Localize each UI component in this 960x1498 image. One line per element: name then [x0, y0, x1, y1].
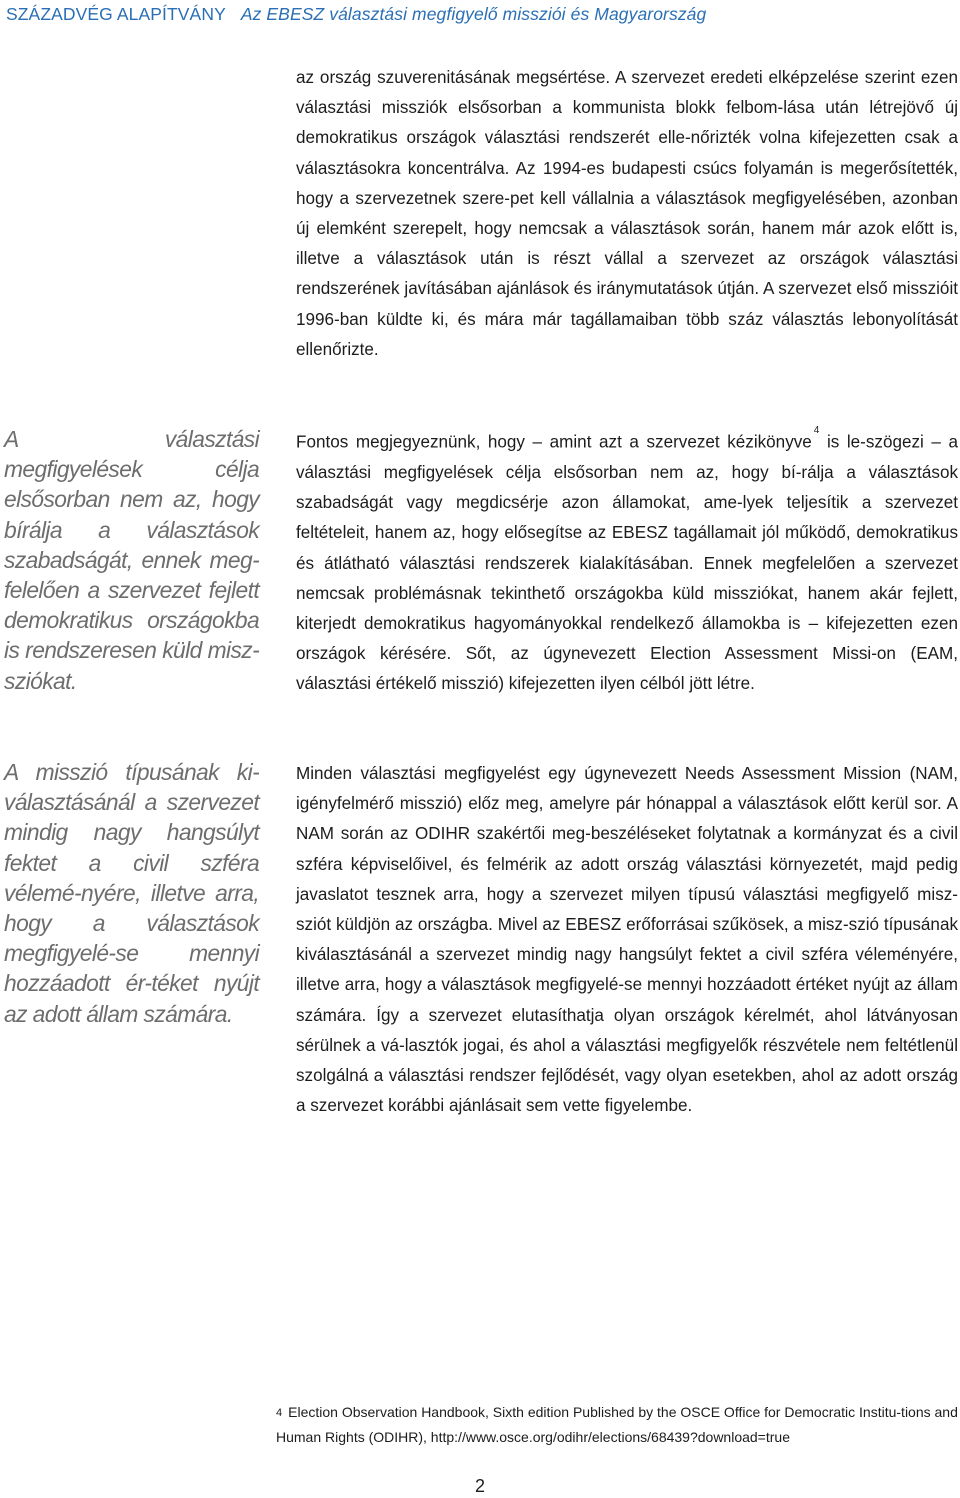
running-head-series: Az EBESZ választási megfigyelő missziói és Magyarország [240, 4, 707, 24]
pull-quote: A választási megfigyelések célja elsősorban nem az, hogy bírálja a választások szabadságát, ennek meg-felelően a szervezet fejlett demokratikus országokba is rendszeresen küld misz-sziókat. [4, 426, 260, 694]
pull-quote: A misszió típusának ki-választásánál a szervezet mindig nagy hangsúlyt fektet a civil szféra vélemé-nyére, illetve arra, hogy a választások megfigyelé-se mennyi hozzáadott ér-téket nyújt az adott állam számára. [4, 759, 260, 1027]
running-head [6, 4, 954, 25]
body-paragraph: az ország szuverenitásának megsértése. A szervezet eredeti elképzelése szerint ezen választási missziók elsősorban a kommunista blokk felbom-lása után létrejövő új demokratikus országok választási rendszerét elle-nőrizték volna kifejezetten csak a választásokra koncentrálva. Az 1994-es budapesti csúcs folyamán is megerősítették, hogy a szervezetnek szere-pet kell vállalnia a választások megfigyelésében, azonban új elemként szerepelt, hogy nemcsak a választások során, hanem már azok előtt is, illetve a választások után is részt vállal a szervezet az országok választási rendszerének javításában ajánlások és iránymutatások útján. A szervezet első misszióit 1996-ban küldte ki, és mára már tagállamaiban több száz választás lebonyolítását ellenőrizte. [296, 68, 958, 359]
running-head-org: SZÁZADVÉG ALAPÍTVÁNY [6, 4, 226, 24]
footnote-number: 4 [276, 1407, 283, 1419]
footnote-reference[interactable]: 4 [813, 425, 820, 436]
page-number: 2 [474, 1476, 485, 1496]
footnote-text: Election Observation Handbook, Sixth edition Published by the OSCE Office for Democratic Institu-tions and Human Rights (ODIHR), http://www.osce.org/odihr/elections/68439?download=true [276, 1404, 958, 1445]
footnote [276, 1401, 960, 1448]
paragraph-text: Fontos megjegyeznünk, hogy – amint azt a szervezet kézikönyve [296, 432, 812, 452]
footnote-divider [270, 1385, 958, 1386]
body-paragraph [296, 424, 958, 700]
body-paragraph: Minden választási megfigyelést egy úgynevezett Needs Assessment Mission (NAM, igényfelmérő misszió) előz meg, amelyre pár hónappal a választások előtt kerül sor. A NAM során az ODIHR szakértői meg-beszéléseket folytatnak a kormányzat és a civil szféra képviselőivel, és felmérik az adott ország választási környezetét, majd pedig javaslatot tesznek arra, hogy a szervezet milyen típusú választási megfigyelő misz-sziót küldjön az országba. Mivel az EBESZ erőforrásai szűkösek, a misz-szió típusának kiválasztásánál a szervezet mindig nagy hangsúlyt fektet a civil szféra véleményére, illetve arra, hogy a választások megfigyelé-se mennyi hozzáadott értéket nyújt az állam számára. Így a szervezet elutasíthatja olyan országok kérelmét, ahol látványosan sérülnek a vá-lasztók jogai, és ahol a választási megfigyelők részvétele nem feltétlenül szolgálná a választási rendszer fejlődését, vagy olyan esetekben, ahol az adott ország a szervezet korábbi ajánlásait sem vette figyelembe. [296, 764, 958, 1116]
paragraph-text: is le-szögezi – a választási megfigyelések célja elsősorban nem az, hogy bí-rálja a választások szabadságát vagy megdicsérje azon államokat, ame-lyek teljesítik a szervezet feltételeit, hanem az, hogy elősegítse az EBESZ tagállamait jól működő, demokratikus és átlátható választási rendszerek kialakításában. Ennek megfelelően a szervezet nemcsak problémásnak tekinthető országokba küld missziókat, hanem akár fejlett, kiterjedt demokratikus hagyományokkal rendelkező államokba is – kifejezetten ezen országok kérésére. Sőt, az úgynevezett Election Assessment Missi-on (EAM, választási értékelő misszió) kifejezetten ilyen célból jött létre. [296, 432, 959, 694]
